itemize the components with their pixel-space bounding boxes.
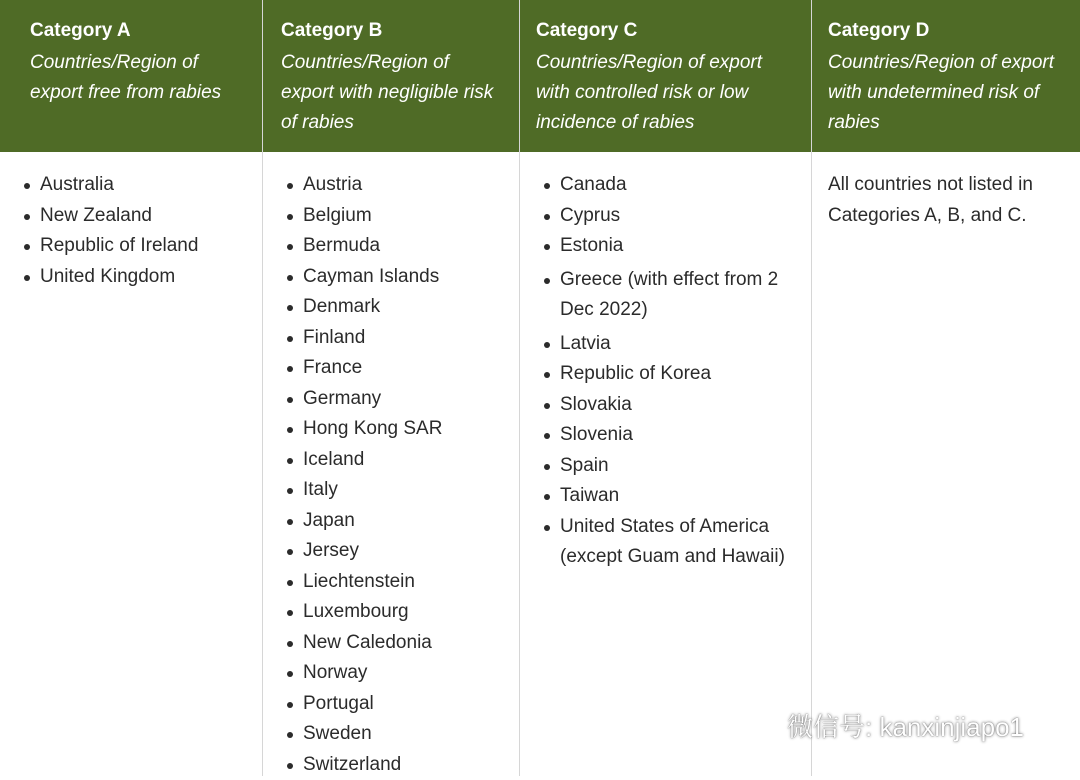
list-item: Iceland (263, 445, 519, 476)
wechat-icon (733, 707, 781, 743)
list-item: United States of America (except Guam and Hawaii) (520, 512, 811, 573)
list-item: Norway (263, 658, 519, 689)
list-item: Taiwan (520, 481, 811, 512)
wechat-watermark (733, 703, 1024, 747)
category-b-title: Category B (281, 18, 503, 44)
list-item: Italy (263, 475, 519, 506)
list-item: Latvia (520, 329, 811, 360)
list-item: New Caledonia (263, 628, 519, 659)
category-d-note: All countries not listed in Categories A, B, and C. (812, 170, 1080, 231)
category-d-body (812, 152, 1080, 231)
header-category-a (0, 0, 262, 152)
column-category-b (262, 0, 519, 776)
list-item: Switzerland (263, 750, 519, 780)
list-item: Bermuda (263, 231, 519, 262)
list-item: Japan (263, 506, 519, 537)
list-item: Belgium (263, 201, 519, 232)
list-item: Austria (263, 170, 519, 201)
list-item: France (263, 353, 519, 384)
header-category-b (263, 0, 519, 152)
category-a-title: Category A (30, 18, 246, 44)
category-b-subtitle: Countries/Region of export with negligible risk of rabies (281, 48, 503, 138)
category-c-list (520, 170, 811, 573)
list-item: Canada (520, 170, 811, 201)
header-category-d (812, 0, 1080, 152)
category-a-list (0, 170, 262, 292)
list-item: New Zealand (0, 201, 262, 232)
list-item: Denmark (263, 292, 519, 323)
list-item: Portugal (263, 689, 519, 720)
list-item: Hong Kong SAR (263, 414, 519, 445)
list-item: Jersey (263, 536, 519, 567)
list-item: Finland (263, 323, 519, 354)
category-b-list (263, 170, 519, 780)
list-item: Liechtenstein (263, 567, 519, 598)
list-item: Germany (263, 384, 519, 415)
list-item: Estonia (520, 231, 811, 262)
category-c-subtitle: Countries/Region of export with controlled risk or low incidence of rabies (536, 48, 795, 138)
column-category-c (519, 0, 811, 776)
list-item: Luxembourg (263, 597, 519, 628)
list-item: Sweden (263, 719, 519, 750)
category-c-title: Category C (536, 18, 795, 44)
watermark-text: 微信号: kanxinjiapo1 (787, 707, 1024, 744)
category-a-body (0, 152, 262, 292)
column-category-a (0, 0, 262, 776)
list-item: Spain (520, 451, 811, 482)
list-item: Cayman Islands (263, 262, 519, 293)
list-item: Cyprus (520, 201, 811, 232)
category-b-body (263, 152, 519, 780)
list-item: Republic of Korea (520, 359, 811, 390)
list-item: Australia (0, 170, 262, 201)
category-d-subtitle: Countries/Region of export with undetermined risk of rabies (828, 48, 1064, 138)
list-item: Greece (with effect from 2 Dec 2022) (520, 265, 811, 326)
category-c-body (520, 152, 811, 573)
list-item: Republic of Ireland (0, 231, 262, 262)
list-item: Slovenia (520, 420, 811, 451)
category-a-subtitle: Countries/Region of export free from rabies (30, 48, 246, 108)
category-d-title: Category D (828, 18, 1064, 44)
header-category-c (520, 0, 811, 152)
list-item: United Kingdom (0, 262, 262, 293)
list-item: Slovakia (520, 390, 811, 421)
column-category-d (811, 0, 1080, 776)
